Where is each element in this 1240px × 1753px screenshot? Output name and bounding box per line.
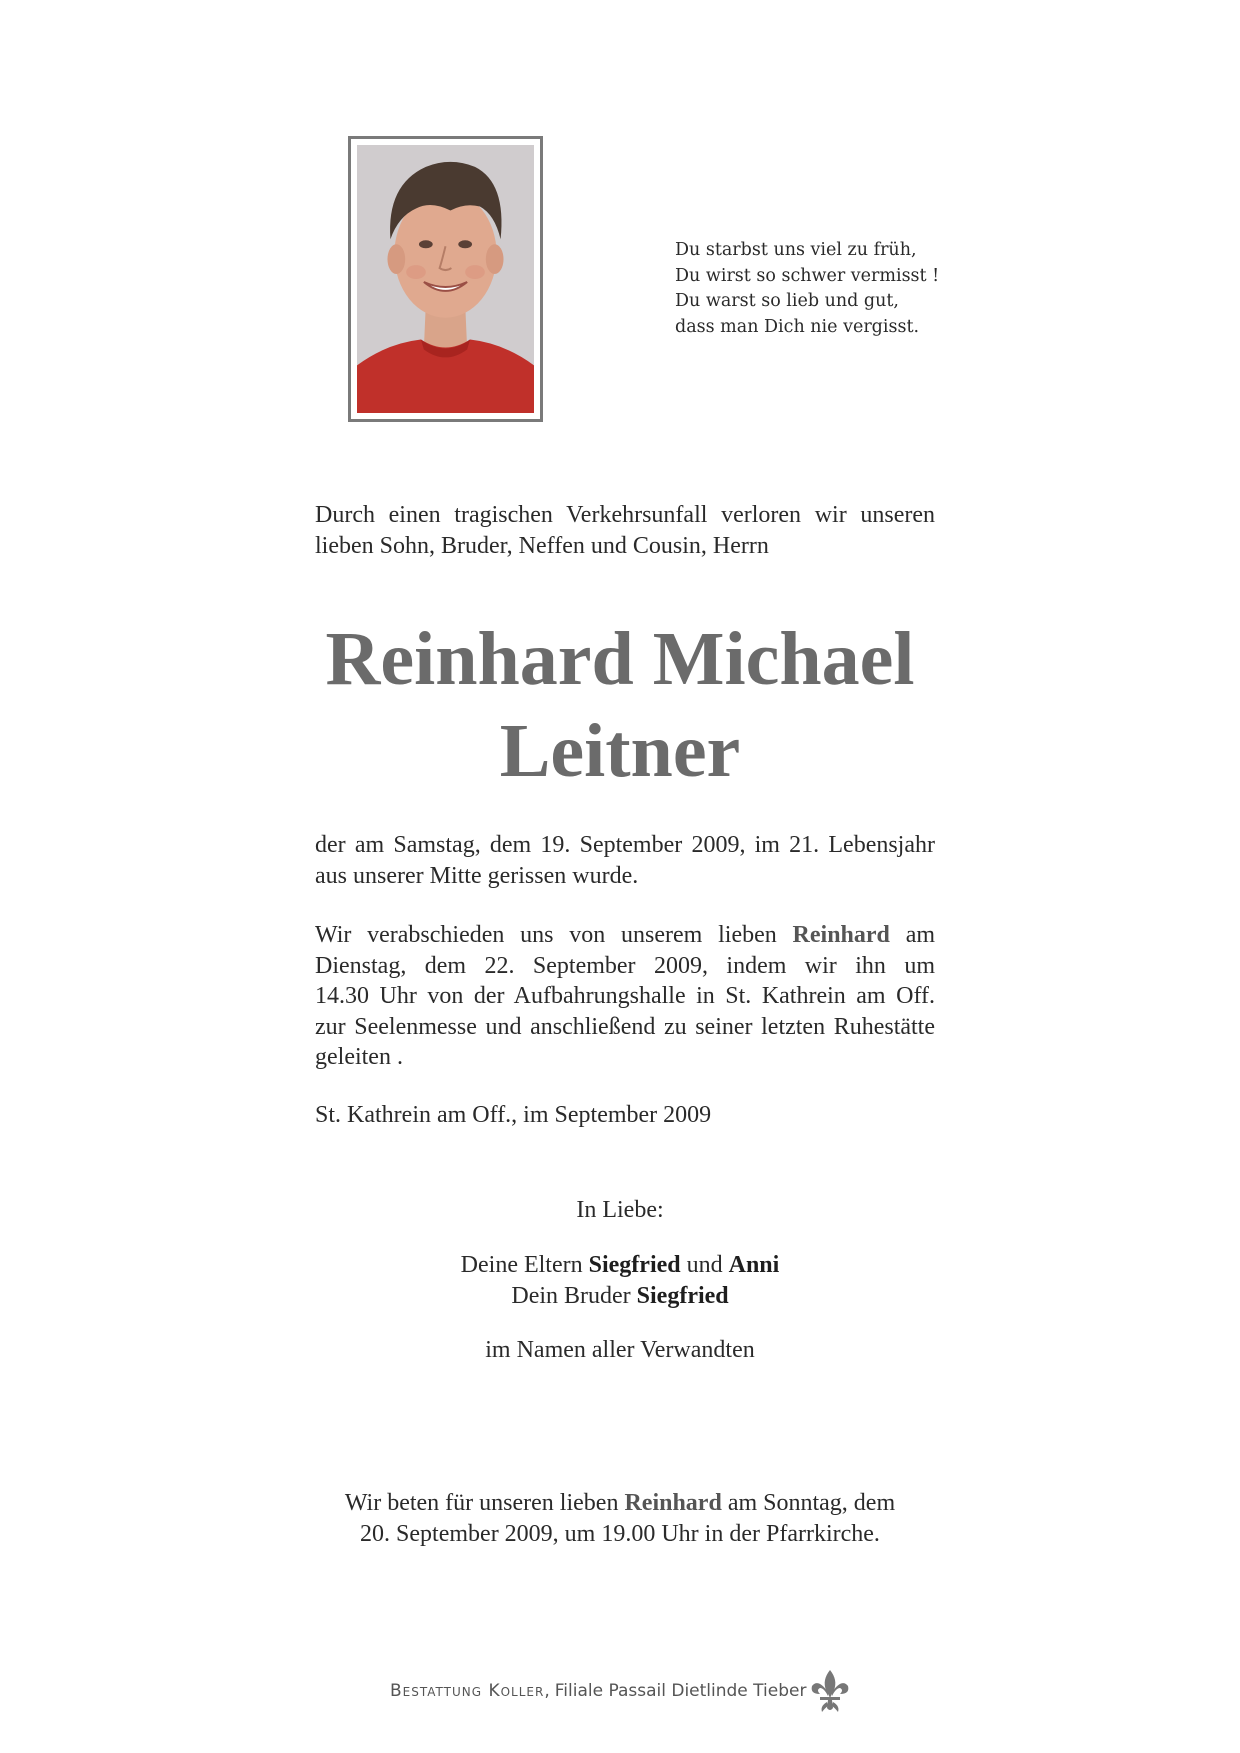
parents-prefix: Deine Eltern (460, 1252, 583, 1278)
funeral-home-name: Bestattung Koller, (390, 1681, 551, 1701)
farewell-paragraph (315, 920, 935, 1073)
prayer-line (250, 1488, 990, 1519)
funeral-home-footer (390, 1668, 850, 1714)
family-signatures (250, 1250, 990, 1311)
conjunction: und (686, 1252, 723, 1278)
brother-prefix: Dein Bruder (511, 1282, 631, 1309)
relatives-line: im Namen aller Verwandten (485, 1337, 755, 1363)
prayer-text: am Sonntag, dem (727, 1490, 896, 1516)
prayer-line: 20. September 2009, um 19.00 Uhr in der Pfarrkirche. (360, 1520, 880, 1547)
brother-name: Siegfried (636, 1282, 729, 1309)
deceased-last-name: Leitner (499, 709, 741, 793)
farewell-line: Dienstag, dem 22. September 2009, indem wir ihn um (315, 952, 935, 979)
in-love-heading: In Liebe: (576, 1197, 664, 1223)
poem-line: Du warst so lieb und gut, (675, 291, 899, 311)
farewell-line (315, 920, 935, 951)
death-notice-paragraph (315, 830, 935, 891)
death-notice-line: der am Samstag, dem 19. September 2009, im 21. Lebensjahr (315, 832, 935, 858)
parent-name: Siegfried (588, 1252, 681, 1278)
poem-line: dass man Dich nie vergisst. (675, 316, 920, 337)
place-date-text: St. Kathrein am Off., im September 2009 (315, 1102, 712, 1128)
portrait-image (357, 145, 534, 413)
parent-name: Anni (728, 1252, 780, 1278)
brother-line (250, 1281, 990, 1312)
place-date (315, 1100, 935, 1131)
portrait-photo (348, 136, 543, 422)
farewell-line: zur Seelenmesse und anschließend zu seiner letzten Ruhestätte (315, 1013, 935, 1040)
prayer-text: Wir beten für unseren lieben (344, 1490, 619, 1516)
farewell-line: 14.30 Uhr von der Aufbahrungshalle in St. Kathrein am Off. (315, 983, 935, 1009)
intro-paragraph (315, 500, 935, 561)
prayer-notice (250, 1488, 990, 1549)
intro-line: Durch einen tragischen Verkehrsunfall verloren wir unseren (315, 502, 935, 528)
poem-line: Du wirst so schwer vermisst ! (675, 265, 940, 286)
farewell-text: am (905, 922, 936, 948)
intro-line: lieben Sohn, Bruder, Neffen und Cousin, Herrn (315, 532, 769, 559)
farewell-text: Wir verabschieden uns von unserem lieben (315, 922, 777, 948)
deceased-name-bold: Reinhard (792, 922, 890, 948)
farewell-line: geleiten . (315, 1044, 403, 1070)
fleur-de-lis-icon (810, 1668, 850, 1714)
death-notice-line: aus unserer Mitte gerissen wurde. (315, 862, 639, 889)
poem-line: Du starbst uns viel zu früh, (675, 240, 917, 260)
parents-line (250, 1250, 990, 1281)
deceased-first-names: Reinhard Michael (325, 617, 915, 701)
funeral-home-branch: Filiale Passail Dietlinde Tieber (554, 1681, 807, 1701)
deceased-name-bold: Reinhard (624, 1490, 722, 1516)
memorial-poem (675, 238, 939, 340)
